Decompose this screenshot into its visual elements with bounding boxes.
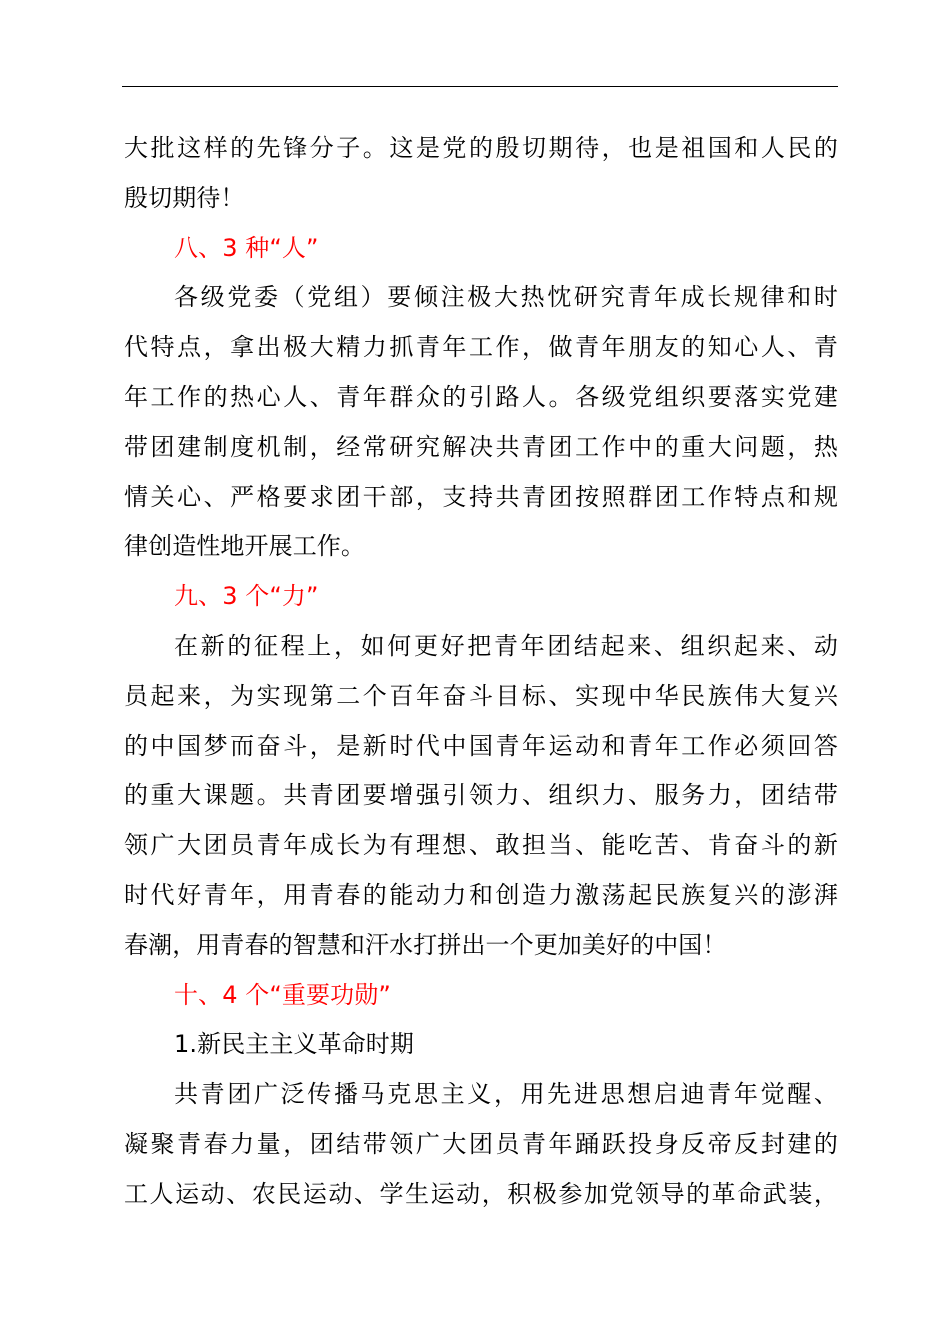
paragraph-line: 时代好青年，用青春的能动力和创造力激荡起民族复兴的澎湃	[124, 880, 838, 909]
paragraph-line: 共青团广泛传播马克思主义，用先进思想启迪青年觉醒、	[174, 1080, 838, 1109]
section-heading: 八、3 种“人”	[174, 233, 319, 262]
paragraph-line: 的中国梦而奋斗，是新时代中国青年运动和青年工作必须回答	[124, 731, 838, 760]
paragraph-line: 带团建制度机制，经常研究解决共青团工作中的重大问题，热	[124, 432, 838, 461]
paragraph-line: 大批这样的先锋分子。这是党的殷切期待，也是祖国和人民的	[124, 134, 838, 162]
paragraph-line: 情关心、严格要求团干部，支持共青团按照群团工作特点和规	[124, 482, 838, 511]
paragraph-line: 年工作的热心人、青年群众的引路人。各级党组织要落实党建	[124, 382, 838, 411]
document-body	[124, 124, 838, 1220]
paragraph-line: 律创造性地开展工作。	[124, 532, 365, 561]
paragraph-line: 领广大团员青年成长为有理想、敢担当、能吃苦、肯奋斗的新	[124, 831, 838, 860]
paragraph-line: 殷切期待！	[124, 183, 245, 212]
section-heading: 九、3 个“力”	[174, 582, 319, 611]
paragraph-line: 工人运动、农民运动、学生运动，积极参加党领导的革命武装，	[124, 1179, 838, 1208]
paragraph-line: 的重大课题。共青团要增强引领力、组织力、服务力，团结带	[124, 781, 838, 810]
paragraph-line: 代特点，拿出极大精力抓青年工作，做青年朋友的知心人、青	[124, 333, 838, 362]
header-rule	[122, 86, 838, 87]
paragraph-line: 凝聚青春力量，团结带领广大团员青年踊跃投身反帝反封建的	[124, 1129, 838, 1158]
paragraph-line: 春潮，用青春的智慧和汗水打拼出一个更加美好的中国！	[124, 930, 727, 959]
paragraph-line: 各级党委（党组）要倾注极大热忱研究青年成长规律和时	[174, 283, 838, 312]
paragraph-line: 员起来，为实现第二个百年奋斗目标、实现中华民族伟大复兴	[124, 681, 838, 710]
section-heading: 十、4 个“重要功勋”	[174, 980, 391, 1009]
paragraph-line: 在新的征程上，如何更好把青年团结起来、组织起来、动	[174, 631, 838, 660]
paragraph-line: 1.新民主主义革命时期	[174, 1030, 414, 1059]
